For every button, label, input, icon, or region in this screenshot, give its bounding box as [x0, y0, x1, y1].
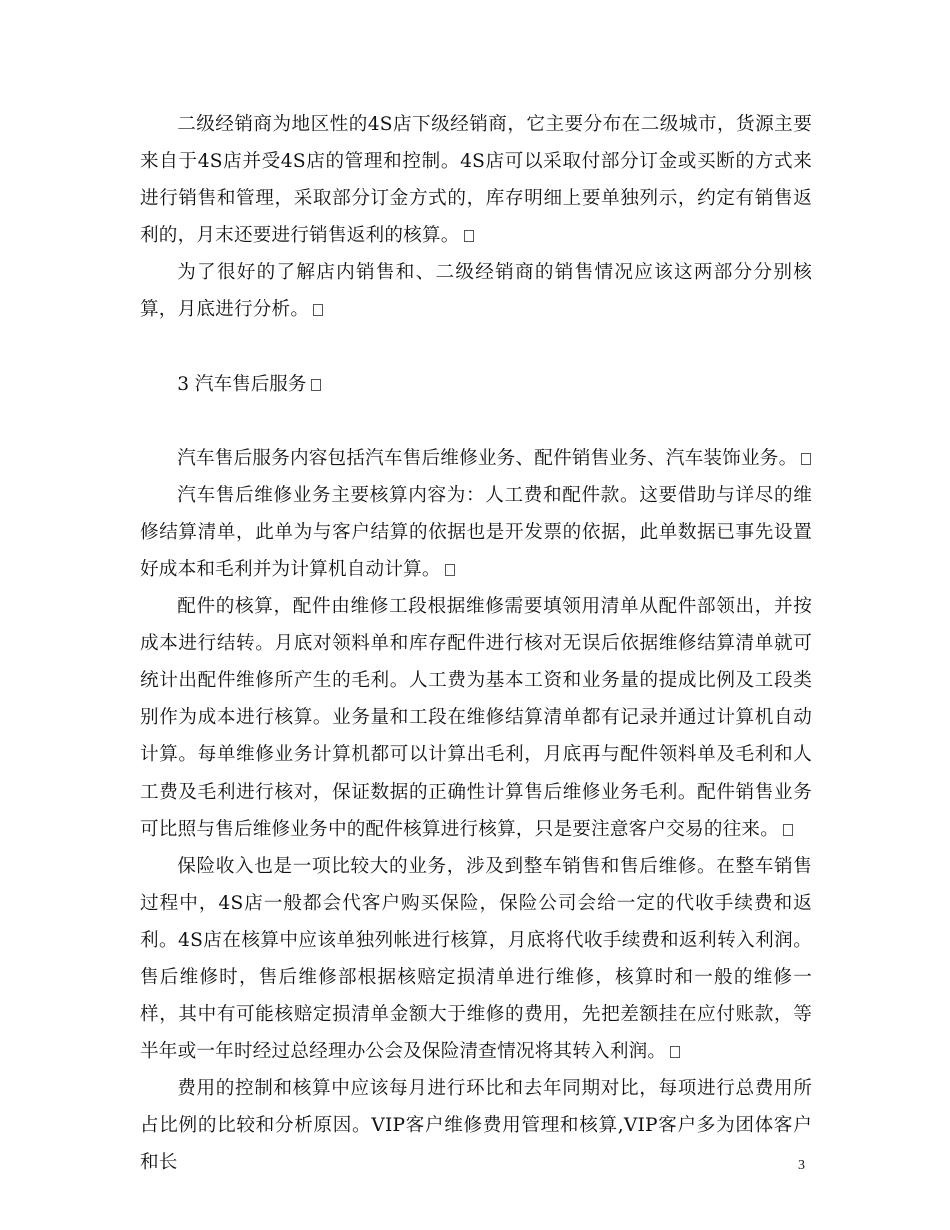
paragraph-mark-icon — [445, 564, 455, 576]
section-heading — [140, 366, 812, 403]
paragraph-mark-icon — [464, 230, 474, 242]
paragraph-repair-accounting — [140, 477, 812, 588]
paragraph-after-sales-scope — [140, 440, 812, 477]
paragraph-expense-control — [140, 1070, 812, 1181]
paragraph-mark-icon — [313, 304, 323, 316]
paragraph-secondary-dealers — [140, 106, 812, 254]
blank-line — [140, 403, 812, 440]
paragraph-parts-accounting — [140, 588, 812, 848]
paragraph-separate-accounting — [140, 254, 812, 328]
paragraph-text: 汽车售后维修业务主要核算内容为：人工费和配件款。这要借助与详尽的维修结算清单，此单为与客户结算的依据也是开发票的依据，此单数据已事先设置好成本和毛利并为计算机自动计算。 — [140, 484, 812, 580]
paragraph-text: 保险收入也是一项比较大的业务，涉及到整车销售和售后维修。在整车销售过程中，4S店一般都会代客户购买保险，保险公司会给一定的代收手续费和返利。4S店在核算中应该单独列帐进行核算，月底将代收手续费和返利转入利润。售后维修时，售后维修部根据核赔定损清单进行维修，核算时和一般的维修一样，其中有可能核赔定损清单金额大于维修的费用，先把差额挂在应付账款，等半年或一年时经过总经理办公会及保险清查情况将其转入利润。 — [140, 855, 812, 1063]
paragraph-mark-icon — [801, 453, 811, 465]
page-number: 3 — [798, 1158, 805, 1173]
paragraph-text: 汽车售后服务内容包括汽车售后维修业务、配件销售业务、汽车装饰业务。 — [177, 447, 798, 469]
paragraph-mark-icon — [783, 824, 793, 836]
paragraph-text: 费用的控制和核算中应该每月进行环比和去年同期对比，每项进行总费用所占比例的比较和分析原因。VIP客户维修费用管理和核算,VIP客户多为团体客户和长 — [140, 1078, 812, 1174]
paragraph-mark-icon — [670, 1046, 680, 1058]
paragraph-insurance-income — [140, 848, 812, 1071]
blank-line — [140, 329, 812, 366]
paragraph-text: 二级经销商为地区性的4S店下级经销商，它主要分布在二级城市，货源主要来自于4S店并受4S店的管理和控制。4S店可以采取付部分订金或买断的方式来进行销售和管理，采取部分订金方式的，库存明细上要单独列示，约定有销售返利的，月末还要进行销售返利的核算。 — [140, 114, 812, 247]
paragraph-mark-icon — [311, 379, 321, 391]
paragraph-text: 配件的核算，配件由维修工段根据维修需要填领用清单从配件部领出，并按成本进行结转。月底对领料单和库存配件进行核对无误后依据维修结算清单就可统计出配件维修所产生的毛利。人工费为基本工资和业务量的提成比例及工段类别作为成本进行核算。业务量和工段在维修结算清单都有记录并通过计算机自动计算。每单维修业务计算机都可以计算出毛利，月底再与配件领料单及毛利和人工费及毛利进行核对，保证数据的正确性计算售后维修业务毛利。配件销售业务可比照与售后维修业务中的配件核算进行核算，只是要注意客户交易的往来。 — [140, 596, 812, 840]
section-heading-text: 3 汽车售后服务 — [177, 373, 307, 395]
page-content — [140, 106, 812, 1182]
paragraph-text: 为了很好的了解店内销售和、二级经销商的销售情况应该这两部分分别核算，月底进行分析。 — [140, 262, 812, 321]
